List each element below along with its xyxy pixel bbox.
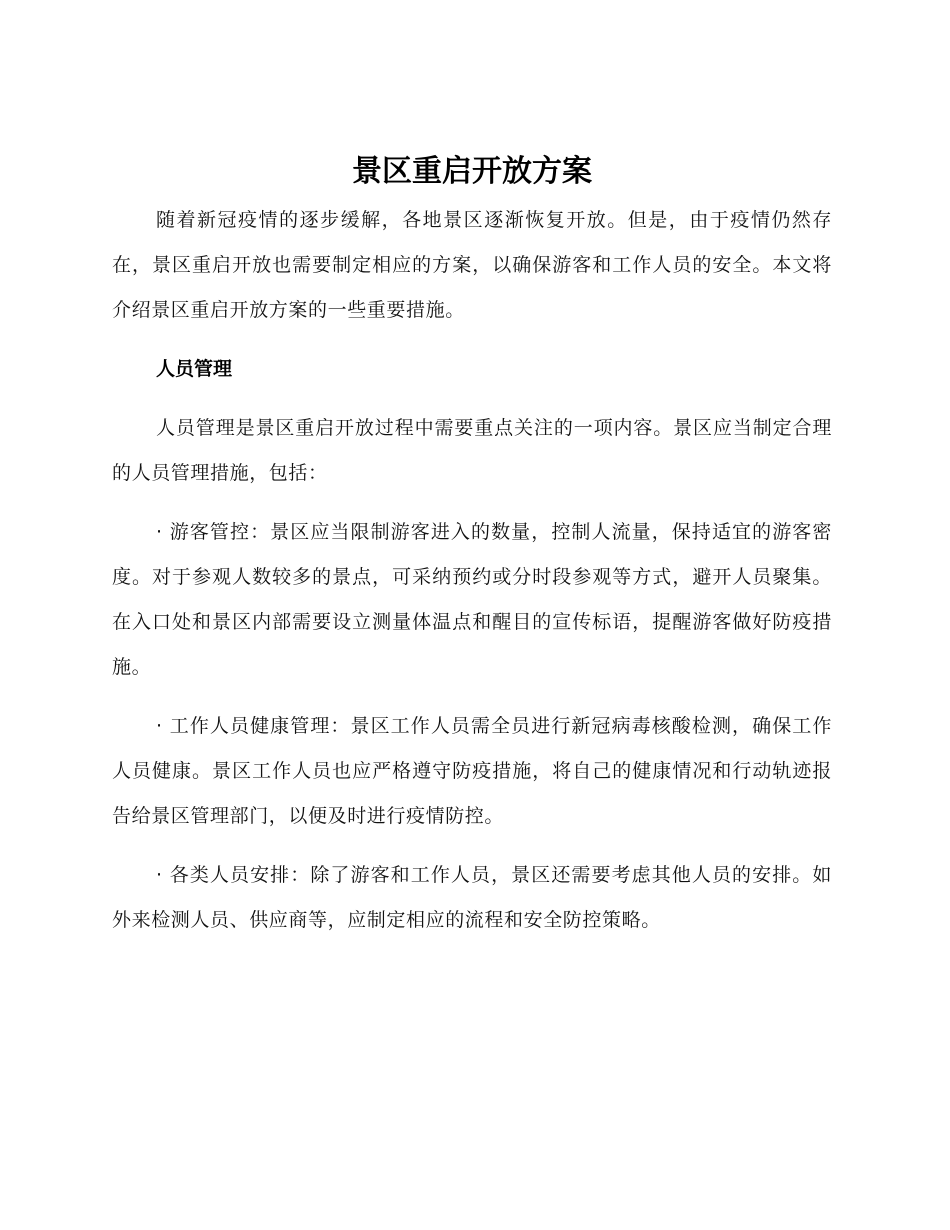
section-lead-paragraph: 人员管理是景区重启开放过程中需要重点关注的一项内容。景区应当制定合理的人员管理措施，包括： [112,417,832,484]
document-body [112,150,832,943]
document-title: 景区重启开放方案 [352,154,592,189]
section-heading-personnel: 人员管理 [156,358,233,380]
list-item-visitor-control: · 游客管控：景区应当限制游客进入的数量，控制人流量，保持适宜的游客密度。对于参观人数较多的景点，可采纳预约或分时段参观等方式，避开人员聚集。在入口处和景区内部需要设立测量体温点和醒目的宣传标语，提醒游客做好防疫措施。 [112,521,832,678]
intro-paragraph: 随着新冠疫情的逐步缓解，各地景区逐渐恢复开放。但是，由于疫情仍然存在，景区重启开放也需要制定相应的方案，以确保游客和工作人员的安全。本文将介绍景区重启开放方案的一些重要措施。 [112,209,832,321]
list-item-staff-health: · 工作人员健康管理：景区工作人员需全员进行新冠病毒核酸检测，确保工作人员健康。景区工作人员也应严格遵守防疫措施，将自己的健康情况和行动轨迹报告给景区管理部门，以便及时进行疫情防控。 [112,715,832,827]
list-item-other-personnel: · 各类人员安排：除了游客和工作人员，景区还需要考虑其他人员的安排。如外来检测人员、供应商等，应制定相应的流程和安全防控策略。 [112,864,832,931]
